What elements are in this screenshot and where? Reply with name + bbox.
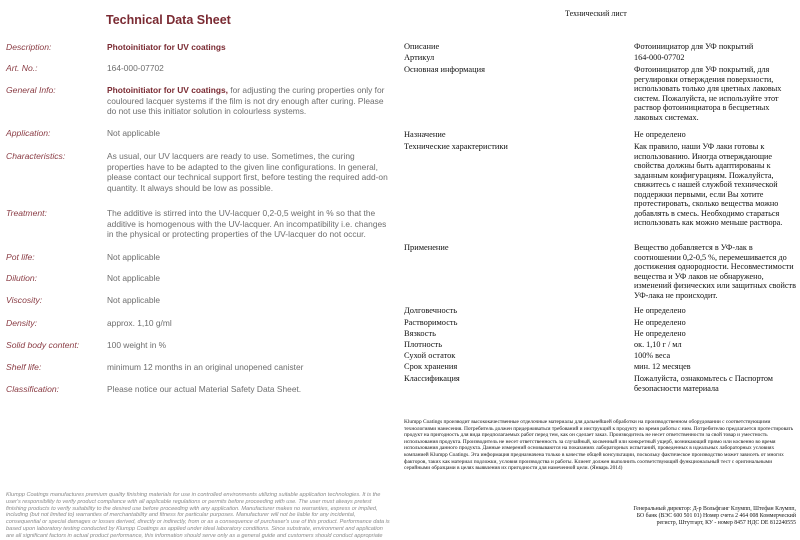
row-label: Shelf life:	[6, 362, 42, 372]
sheet-title: Technical Data Sheet	[106, 13, 231, 27]
row-value	[107, 384, 389, 395]
disclaimer: Klumpp Coatings manufactures premium quality finishing materials for use in controlled environments utilizing suitable application technologies. It is the user's responsibility to verify product compliance with all applicable regulations or permits before proceeding with use. The user must always pretest finishing products to verify suitability to the desired use before proceeding with any application. Manufacturer makes no warranties, express or implied, including (but not limited to) warranties of merchantability and fitness for particular purposes. Manufacturer will not be liable for any incidental, consequential or special damages or losses derived, directly or indirectly, from or as a consequence of purchaser's use of this product. Performance data is based upon laboratory testing conducted by Klumpp Coatings as applied under ideal laboratory conditions. Since substrate, environment and application are all significant factors in actual product performance, this information should serve only as a general guide and customers should conduct appropriate	[6, 492, 390, 539]
row-label: Назначение	[404, 130, 446, 139]
row-label: Pot life:	[6, 252, 35, 262]
row-value-text: for adjusting the curing properties only for couloured lacquer systems if the film is not dry enough after curing. Please do not use this initiator solution in colourless systems.	[107, 85, 385, 117]
row-value: Как правило, наши УФ лаки готовы к использованию. Иногда отверждающие свойства должны быть адаптированы к заданным конфигурациям. Пожалуйста, свяжитесь с нашей службой технической поддержки первыми, если Вы хотите протестировать, сколько вещества можно добавлять в смесь. Необходимо стараться использовать как можно меньше раствора.	[634, 142, 783, 228]
row-value-text: Not applicable	[107, 252, 161, 262]
row-label: Viscosity:	[6, 295, 43, 305]
row-value: Пожалуйста, ознакомьтесь с Паспортом безопасности материала	[634, 374, 773, 393]
row-value: Фотоинициатор для УФ покрытий, для регулировки отверждения поверхности, использовать только для цветных лаковых систем. Пожалуйста, не используйте этот раствор фотоинициатора в бесцветных лаковых системах.	[634, 65, 782, 122]
row-label: Вязкость	[404, 329, 436, 338]
row-value-text: Not applicable	[107, 128, 161, 138]
row-value	[107, 252, 389, 263]
row-value: Не определено	[634, 329, 686, 338]
row-label: Плотность	[404, 340, 443, 349]
row-value	[107, 318, 389, 329]
row-value-text: Please notice our actual Material Safety Data Sheet.	[107, 384, 302, 394]
row-value	[107, 128, 389, 139]
row-value	[107, 208, 389, 240]
row-value-text: approx. 1,10 g/ml	[107, 318, 172, 328]
row-label: Density:	[6, 318, 38, 328]
russian-sheet	[398, 0, 800, 533]
row-value	[107, 340, 389, 351]
row-label: Растворимость	[404, 318, 458, 327]
row-label: Долговечность	[404, 306, 458, 315]
row-label: Treatment:	[6, 208, 47, 218]
row-value	[107, 85, 389, 117]
row-value-text: Not applicable	[107, 295, 161, 305]
english-sheet	[0, 0, 393, 539]
row-value-text: As usual, our UV lacquers are ready to use. Sometimes, the curing properties have to be adapted to the given line configurations. In general, please contact our technical support first, before testing the required add-on quantity. It always should be low as possible.	[107, 151, 388, 193]
company-signature: Генеральный директор: Д-р Вольфганг Клумпп, Штефан Клумпп, БО банк (ВЭС 600 501 01) Номер счета 2 464 008 Коммерческий регистр, Штутгарт, КУ - номер 8457 НДС DE 812240555	[633, 506, 796, 526]
row-value-bold: Photoinitiator for UV coatings	[107, 42, 226, 52]
row-label: Art. No.:	[6, 63, 38, 73]
row-label: General Info:	[6, 85, 56, 95]
row-label: Classification:	[6, 384, 60, 394]
row-value	[107, 42, 389, 53]
row-value: 164-000-07702	[634, 53, 685, 62]
row-label: Application:	[6, 128, 51, 138]
row-value: ок. 1,10 г / мл	[634, 340, 682, 349]
row-label: Артикул	[404, 53, 435, 62]
row-label: Dilution:	[6, 273, 38, 283]
row-value	[107, 362, 389, 373]
row-value	[107, 63, 389, 74]
disclaimer: Klumpp Coatings производит высококачественные отделочные материалы для дальнейшей обработки на производственном оборудовании с соответствующими технологиями нанесения. Потребитель должен придерживаться требований и инструкций к продукту во время работы с ним. Потребителю предлагается протестировать продукт на пригодность для вида предполагаемых работ перед тем, как он сделает заказ. Производитель не несет ответственности за свой товар и уместность использования продукта. Производитель не несет ответственность за случайный, косвенный или конкретный ущерб, возникающий прямо или косвенно во время использования данного продукта. Данные измерений основываются на показаниях лабораторных испытаний, проведенных в идеальных лабораторных условиях компанией Klumpp Coatings. Эта информация предназначена только в качестве общей консультации, поскольку фактическое производство может зависеть от многих факторов, таких как материал подложки, условия производства и работы. Клиент должен выполнить соответствующий функциональный тест с оригинальными серийными образцами в целях выявления их пригодности для намеченной цели. (Январь 2014)	[404, 419, 794, 472]
row-value-text: Not applicable	[107, 273, 161, 283]
row-label: Основная информация	[404, 65, 485, 74]
row-value-text: 100 weight in %	[107, 340, 167, 350]
row-value: 100% веса	[634, 351, 671, 360]
row-value-text: The additive is stirred into the UV-lacquer 0,2-0,5 weight in % so that the additive is homogenous with the UV-lacquer. An incompatibility i.e. changes in the physical or protecting properties of the UV-lacquer do not occur.	[107, 208, 387, 240]
row-value: Вещество добавляется в УФ-лак в соотношении 0,2-0,5 %, перемешивается до достижения однородности. Несовместимости вещества и УФ лаков не обнаружено, изменений физических или защитных свойств УФ-лака не происходит.	[634, 243, 796, 300]
row-label: Технические характеристики	[404, 142, 508, 151]
row-value	[107, 151, 389, 193]
row-label: Description:	[6, 42, 52, 52]
row-label: Описание	[404, 42, 440, 51]
row-value-bold: Photoinitiator for UV coatings,	[107, 85, 228, 95]
row-value: Не определено	[634, 318, 686, 327]
sheet-title: Технический лист	[565, 9, 627, 18]
row-value: Не определено	[634, 306, 686, 315]
row-label: Solid body content:	[6, 340, 80, 350]
row-label: Срок хранения	[404, 362, 458, 371]
row-value-text: 164-000-07702	[107, 63, 164, 73]
row-label: Применение	[404, 243, 449, 252]
row-value-text: minimum 12 months in an original unopened canister	[107, 362, 304, 372]
row-value: Фотоинициатор для УФ покрытий	[634, 42, 754, 51]
row-label: Классификация	[404, 374, 460, 383]
row-value: Не определено	[634, 130, 686, 139]
row-value	[107, 295, 389, 306]
row-label: Characteristics:	[6, 151, 66, 161]
row-value	[107, 273, 389, 284]
row-label: Сухой остаток	[404, 351, 456, 360]
row-value: мин. 12 месяцев	[634, 362, 691, 371]
